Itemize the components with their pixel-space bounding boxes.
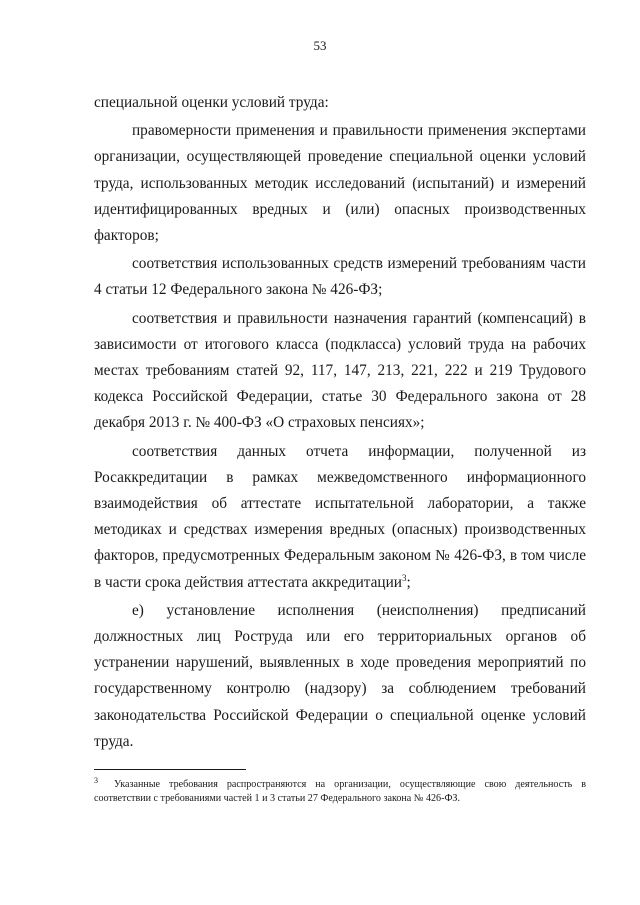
paragraph-measurement-instruments: соответствия использованных средств измерений требованиям части 4 статьи 12 Федерального закона № 426-ФЗ; — [94, 255, 586, 299]
page-number: 53 — [313, 38, 327, 53]
paragraph-methods-correctness: правомерности применения и правильности применения экспертами организации, осуществляющей проведение специальной оценки условий труда, использованных методик исследований (испытаний) и измерений идентифицированных вредных и (или) опасных производственных факторов; — [94, 122, 586, 245]
paragraph-orders-execution: е) установление исполнения (неисполнения) предписаний должностных лиц Роструда или его территориальных органов об устранении нарушений, выявленных в ходе проведения мероприятий по государственному контролю (надзору) за соблюдением требований законодательства Российской Федерации о специальной оценке условий труда. — [94, 601, 586, 750]
footnote — [94, 775, 586, 807]
footnote-marker: 3 — [94, 775, 98, 785]
footnote-reference: 3 — [401, 572, 407, 583]
footnote-separator — [94, 769, 246, 770]
paragraph-report-data-text: соответствия данных отчета информации, полученной из Росаккредитации в рамках межведомственного информационного взаимодействия об аттестате испытательной лаборатории, а также методиках и средствах измерения вредных (опасных) производственных факторов, предусмотренных Федеральным законом № 426-ФЗ, в том числе в части срока действия аттестата аккредитации — [94, 442, 586, 591]
paragraph-continuation: специальной оценки условий труда: — [94, 94, 329, 111]
footnote-text: Указанные требования распространяются на организации, осуществляющие свою деятельность в соответствии с требованиями частей 1 и 3 статьи 27 Федерального закона № 426-ФЗ. — [94, 779, 586, 805]
document-body — [94, 90, 586, 757]
paragraph-suffix: ; — [406, 573, 411, 591]
paragraph-guarantees-compensations: соответствия и правильности назначения гарантий (компенсаций) в зависимости от итогового класса (подкласса) условий труда на рабочих местах требованиям статей 92, 117, 147, 213, 221, 222 и 219 Трудового кодекса Российской Федерации, статье 30 Федерального закона от 28 декабря 2013 г. № 400-ФЗ «О страховых пенсиях»; — [94, 309, 586, 432]
paragraph-report-data-compliance — [94, 439, 586, 596]
